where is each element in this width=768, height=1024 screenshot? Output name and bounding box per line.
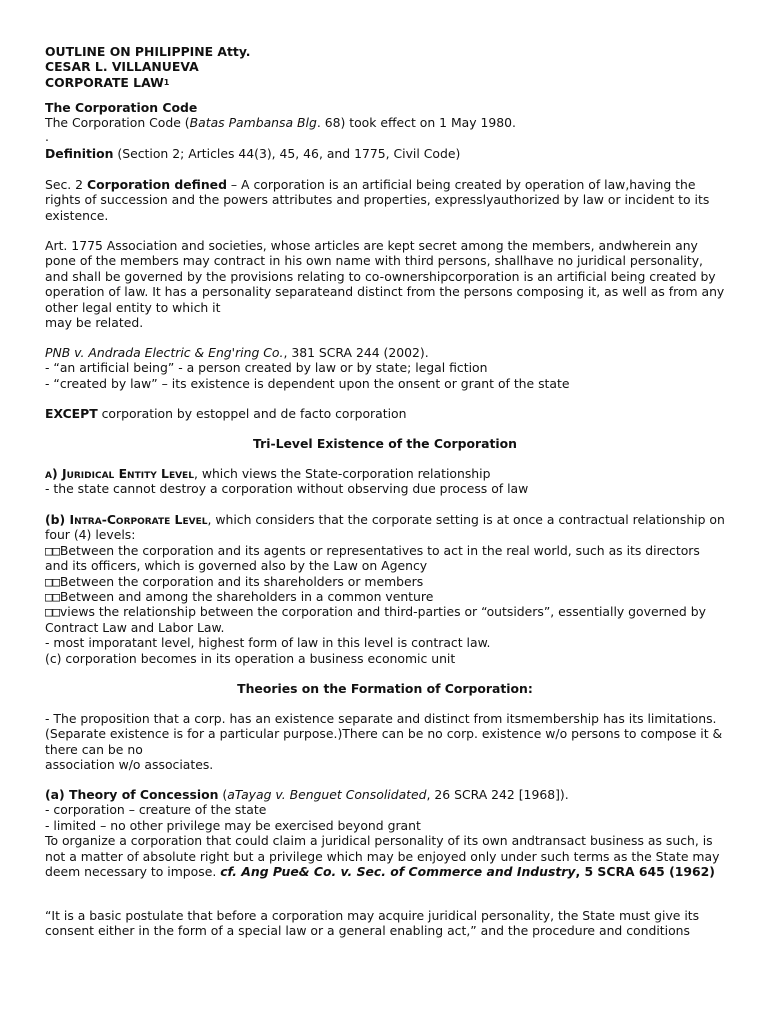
bullet-text: Between the corporation and its shareholders or members bbox=[59, 573, 424, 589]
cf-case-name: cf. Ang Pue& Co. v. Sec. of Commerce and Industry bbox=[220, 864, 576, 880]
definition-line bbox=[45, 146, 725, 161]
bullet-item-4 bbox=[45, 604, 725, 635]
corporation-code-section bbox=[45, 100, 725, 143]
corporation-code-text bbox=[45, 115, 725, 130]
except-label: EXCEPT bbox=[45, 406, 98, 421]
pnb-citation bbox=[45, 345, 725, 360]
case-cite: , 381 SCRA 244 (2002). bbox=[283, 345, 429, 360]
bullet-text: views the relationship between the corporation and third-parties or “outsiders”, essentially governed by Contract Law and Labor Law. bbox=[45, 604, 706, 635]
title-line-3-text: CORPORATE LAW bbox=[45, 74, 164, 90]
theories-intro bbox=[45, 711, 725, 773]
except-rest: corporation by estoppel and de facto corporation bbox=[97, 406, 407, 421]
cf-case-cite: , 5 SCRA 645 (1962) bbox=[575, 864, 715, 880]
intra-corporate-block bbox=[45, 512, 725, 666]
italic-segment: Batas Pambansa Blg bbox=[189, 115, 317, 131]
checkbox-glyph-icon: □□ bbox=[45, 604, 60, 620]
case-name: aTayag v. Benguet Consolidated bbox=[227, 787, 427, 802]
pnb-point-1: - “an artificial being” - a person created by law or by state; legal fiction bbox=[45, 360, 488, 376]
quote-paragraph: “It is a basic postulate that before a corporation may acquire juridical personality, the State must give its consent either in the form of a special law or a general enabling act,” and the procedure and conditions bbox=[45, 908, 700, 939]
case-cite: , 26 SCRA 242 [1968]). bbox=[426, 787, 569, 802]
checkbox-glyph-icon: □□ bbox=[45, 542, 60, 558]
text-segment: The Corporation Code ( bbox=[45, 115, 190, 131]
title-line-1: OUTLINE ON PHILIPPINE Atty. bbox=[45, 44, 251, 59]
trilevel-heading: Tri-Level Existence of the Corporation bbox=[253, 436, 517, 451]
level-b-line bbox=[45, 512, 725, 543]
bullet-item-3 bbox=[45, 589, 725, 604]
level-b-title: Intra-Corporate Level bbox=[69, 512, 208, 527]
art1775-last-line: may be related. bbox=[45, 315, 144, 331]
concession-heading bbox=[45, 787, 725, 802]
level-a-line bbox=[45, 466, 725, 481]
footnote-mark: 1 bbox=[163, 77, 170, 87]
checkbox-glyph-icon: □□ bbox=[45, 573, 60, 589]
level-b-note: - most imporatant level, highest form of law in this level is contract law. bbox=[45, 635, 491, 651]
title-line-3 bbox=[45, 75, 725, 90]
bold-segment: Corporation defined bbox=[87, 177, 227, 192]
case-name: PNB v. Andrada Electric & Eng'ring Co. bbox=[45, 345, 284, 360]
juridical-entity-block bbox=[45, 466, 725, 497]
concession-point-2: - limited – no other privilege may be exercised beyond grant bbox=[45, 817, 421, 833]
title-line-2: CESAR L. VILLANUEVA bbox=[45, 59, 199, 75]
level-b-label: (b) bbox=[45, 512, 70, 527]
concession-point-1: - corporation – creature of the state bbox=[45, 802, 267, 818]
level-a-label: a) bbox=[45, 466, 62, 481]
text-segment: Sec. 2 bbox=[45, 177, 87, 192]
level-a-rest: , which views the State-corporation relationship bbox=[193, 466, 491, 481]
pnb-block bbox=[45, 345, 725, 391]
bullet-item-1 bbox=[45, 543, 725, 574]
level-a-title: Juridical Entity Level bbox=[61, 466, 194, 481]
theories-heading: Theories on the Formation of Corporation: bbox=[237, 681, 533, 696]
pnb-point-2: - “created by law” – its existence is dependent upon the onsent or grant of the state bbox=[45, 375, 570, 391]
sec2-paragraph bbox=[45, 177, 725, 223]
art1775-paragraph bbox=[45, 238, 725, 330]
stray-dot: . bbox=[45, 128, 49, 144]
theories-intro-last-line: association w/o associates. bbox=[45, 757, 214, 773]
concession-label: (a) Theory of Concession bbox=[45, 787, 219, 802]
bullet-item-2 bbox=[45, 574, 725, 589]
concession-block bbox=[45, 787, 725, 879]
theories-intro-text: - The proposition that a corp. has an existence separate and distinct from itsmembership has its limitations. (Separate existence is for a particular purpose.)There can be no corp. existence w/o persons to compose it & there can be no bbox=[45, 711, 723, 757]
level-b-rest: , which considers that the corporate setting is at once a contractual relationship on four (4) levels: bbox=[45, 512, 725, 543]
checkbox-glyph-icon: □□ bbox=[45, 589, 60, 605]
text-segment: . 68) took effect on 1 May 1980. bbox=[316, 115, 516, 131]
definition-label: Definition bbox=[45, 146, 114, 161]
bullet-text: Between the corporation and its agents or representatives to act in the real world, such as its directors and its officers, which is governed also by the Law on Agency bbox=[45, 542, 700, 574]
text-segment: – A corporation is an artificial being created by operation of law,having the rights of succession and the powers attributes and properties, expresslyauthorized by law or incident to its existence. bbox=[45, 177, 710, 223]
level-a-note: - the state cannot destroy a corporation without observing due process of law bbox=[45, 481, 529, 497]
concession-paragraph bbox=[45, 833, 725, 879]
bullet-text: Between and among the shareholders in a common venture bbox=[59, 589, 434, 605]
except-line bbox=[45, 406, 725, 421]
definition-rest: (Section 2; Articles 44(3), 45, 46, and 1775, Civil Code) bbox=[113, 146, 461, 161]
text-segment: ( bbox=[218, 787, 228, 802]
art1775-text: Art. 1775 Association and societies, whose articles are kept secret among the members, andwherein any pone of the members may contract in his own name with third persons, shallhave no juridical personality, and shall be governed by the provisions relating to co-ownershipcorporation is an artificial being created by operation of law. It has a personality separateand distinct from the persons composing it, as well as from any other legal entity to which it bbox=[45, 238, 725, 315]
level-c-line: (c) corporation becomes in its operation a business economic unit bbox=[45, 650, 456, 666]
text-segment: To organize a corporation that could claim a juridical personality of its own andtransact business as such, is not a matter of absolute right but a privilege which may be enjoyed only under such terms as the State may deem necessary to impose. bbox=[45, 833, 720, 880]
section-heading: The Corporation Code bbox=[45, 100, 198, 115]
outline-title bbox=[45, 44, 725, 90]
